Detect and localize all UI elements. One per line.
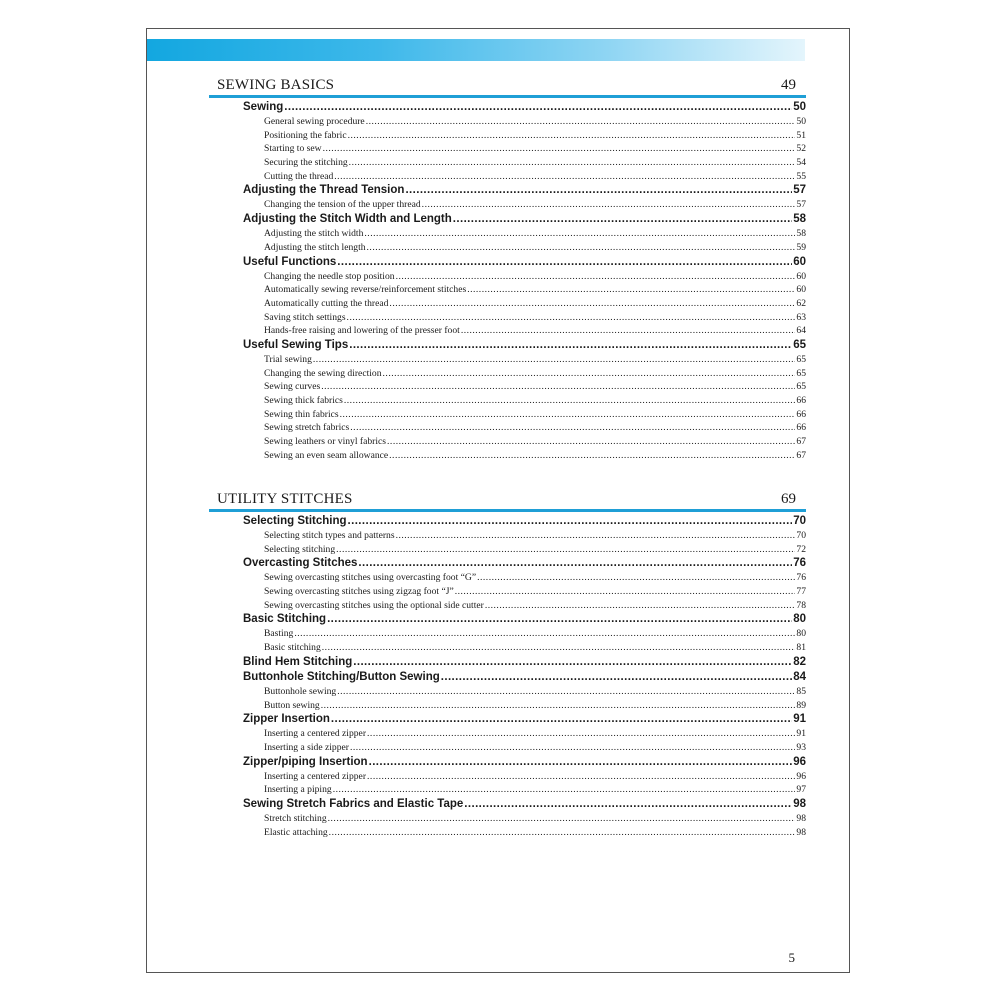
- toc-entry-page: 84: [793, 670, 806, 683]
- toc-entry-title: Changing the tension of the upper thread: [264, 199, 421, 211]
- toc-entry-sub[interactable]: [209, 115, 806, 129]
- toc-entry-title: Inserting a piping: [264, 784, 332, 796]
- dot-leader: [333, 783, 796, 797]
- toc-entry-page: 77: [796, 586, 806, 598]
- toc-entry-page: 55: [796, 170, 806, 182]
- toc-entry-title: Trial sewing: [264, 353, 312, 365]
- toc-entry-page: 50: [796, 116, 806, 127]
- toc-entry-sub[interactable]: [209, 812, 806, 826]
- toc-entry-title: Overcasting Stitches: [243, 557, 358, 570]
- toc-entry-sub[interactable]: [209, 727, 806, 741]
- toc-entry-title: Inserting a centered zipper: [264, 770, 367, 782]
- toc-entry-sub[interactable]: [209, 421, 806, 435]
- toc-entry-title: Sewing overcasting stitches using zigzag foot “J”: [264, 586, 454, 598]
- toc-entry-page: 82: [793, 655, 806, 668]
- toc-entry-title: Basting: [264, 628, 294, 640]
- toc-entry-sub[interactable]: [209, 699, 806, 713]
- toc-entry-page: 76: [793, 557, 806, 570]
- toc-entry-page: 65: [796, 367, 806, 379]
- section-title: UTILITY STITCHES: [217, 491, 353, 507]
- section-title: SEWING BASICS: [217, 77, 335, 93]
- dot-leader: [369, 755, 793, 770]
- toc-entry-title: Buttonhole sewing: [264, 685, 337, 697]
- toc-entry-sub[interactable]: [209, 529, 806, 543]
- dot-leader: [455, 585, 796, 599]
- toc-entry-page: 62: [796, 297, 806, 309]
- toc-entry-page: 67: [796, 436, 806, 448]
- dot-leader: [367, 770, 795, 784]
- toc-entry-title: Basic stitching: [264, 642, 321, 654]
- dot-leader: [348, 129, 796, 143]
- toc-entry-page: 60: [793, 255, 806, 268]
- toc-entry-title: Changing the needle stop position: [264, 270, 395, 282]
- toc-entry-page: 85: [796, 685, 806, 697]
- dot-leader: [329, 826, 796, 840]
- toc-entry-title: Selecting stitch types and patterns: [264, 530, 395, 541]
- toc-entry-title: Elastic attaching: [264, 826, 328, 838]
- dot-leader: [485, 599, 796, 613]
- toc-entry-title: Adjusting the Stitch Width and Length: [243, 213, 452, 226]
- toc-entry-page: 65: [796, 381, 806, 393]
- dot-leader: [350, 741, 795, 755]
- toc-entry-title: Cutting the thread: [264, 170, 334, 182]
- toc-entry-sub[interactable]: [209, 129, 806, 143]
- section-page-number: 49: [781, 77, 796, 93]
- toc-entry-page: 52: [796, 143, 806, 155]
- toc-entry-sub[interactable]: [209, 367, 806, 381]
- toc-entry-title: Changing the sewing direction: [264, 367, 382, 379]
- toc-entry-title: Inserting a centered zipper: [264, 728, 367, 740]
- toc-entry-main[interactable]: [209, 655, 806, 670]
- toc-entry-page: 59: [796, 241, 806, 253]
- dot-leader: [321, 380, 795, 394]
- toc-entry-page: 66: [796, 422, 806, 434]
- toc-entry-sub[interactable]: [209, 571, 806, 585]
- toc-entry-page: 57: [793, 184, 806, 197]
- toc-entry-page: 58: [793, 213, 806, 226]
- toc-entry-sub[interactable]: [209, 311, 806, 325]
- toc-entry-title: Zipper Insertion: [243, 713, 330, 726]
- dot-leader: [396, 270, 796, 284]
- dot-leader: [477, 571, 795, 585]
- toc-entry-page: 63: [796, 311, 806, 323]
- toc-entry-sub[interactable]: [209, 408, 806, 422]
- toc-entry-page: 78: [796, 599, 806, 611]
- toc-entry-sub[interactable]: [209, 641, 806, 655]
- toc-entry-sub[interactable]: [209, 783, 806, 797]
- dot-leader: [337, 255, 792, 270]
- toc-entry-page: 50: [793, 101, 806, 113]
- toc-entry-page: 98: [796, 826, 806, 838]
- dot-leader: [467, 283, 795, 297]
- toc-entry-title: Sewing overcasting stitches using overcasting foot “G”: [264, 572, 477, 584]
- toc-entry-page: 70: [796, 530, 806, 541]
- toc-entry-page: 60: [796, 270, 806, 282]
- toc-entry-sub[interactable]: [209, 353, 806, 367]
- dot-leader: [366, 115, 796, 129]
- toc-entry-page: 57: [796, 199, 806, 211]
- dot-leader: [364, 227, 795, 241]
- toc-entry-sub[interactable]: [209, 599, 806, 613]
- dot-leader: [331, 712, 792, 727]
- toc-entry-sub[interactable]: [209, 170, 806, 184]
- toc-entry-sub[interactable]: [209, 685, 806, 699]
- toc-entry-page: 91: [796, 728, 806, 740]
- toc-entry-title: Hands-free raising and lowering of the presser foot: [264, 325, 460, 337]
- toc-entry-page: 60: [796, 284, 806, 296]
- toc-entry-sub[interactable]: [209, 380, 806, 394]
- toc-section-sewing-basics: [209, 73, 806, 462]
- dot-leader: [337, 685, 795, 699]
- toc-entry-sub[interactable]: [209, 826, 806, 840]
- toc-entry-page: 98: [796, 812, 806, 824]
- toc-entry-main[interactable]: [209, 338, 806, 353]
- dot-leader: [405, 183, 792, 198]
- section-header: [209, 73, 806, 98]
- toc-entry-page: 70: [793, 515, 806, 527]
- toc-entry-main[interactable]: [209, 712, 806, 727]
- toc-entry-title: General sewing procedure: [264, 116, 365, 127]
- section-header: [209, 487, 806, 512]
- toc-entry-title: Useful Functions: [243, 255, 337, 268]
- toc-entry-sub[interactable]: [209, 435, 806, 449]
- toc-entry-sub[interactable]: [209, 198, 806, 212]
- toc-entry-sub[interactable]: [209, 394, 806, 408]
- toc-entry-title: Securing the stitching: [264, 157, 348, 169]
- toc-entry-page: 91: [793, 713, 806, 726]
- toc-entry-main[interactable]: [209, 100, 806, 115]
- section-page-number: 69: [781, 491, 796, 507]
- toc-entry-title: Automatically sewing reverse/reinforcement stitches: [264, 284, 467, 296]
- toc-entry-page: 64: [796, 325, 806, 337]
- dot-leader: [353, 655, 792, 670]
- toc-entry-sub[interactable]: [209, 283, 806, 297]
- dot-leader: [389, 297, 795, 311]
- toc-entry-title: Selecting Stitching: [243, 515, 347, 527]
- dot-leader: [464, 797, 792, 812]
- toc-entry-main[interactable]: [209, 797, 806, 812]
- toc-entry-sub[interactable]: [209, 270, 806, 284]
- toc-entry-page: 80: [793, 613, 806, 626]
- toc-entry-sub[interactable]: [209, 627, 806, 641]
- toc-entry-main[interactable]: [209, 514, 806, 529]
- toc-entry-main[interactable]: [209, 212, 806, 227]
- toc-entry-title: Sewing Stretch Fabrics and Elastic Tape: [243, 797, 464, 810]
- dot-leader: [323, 142, 796, 156]
- header-gradient-bar: [147, 39, 805, 61]
- toc-entry-title: Button sewing: [264, 699, 320, 711]
- dot-leader: [340, 408, 796, 422]
- toc-entry-title: Sewing leathers or vinyl fabrics: [264, 436, 387, 448]
- dot-leader: [348, 514, 793, 529]
- dot-leader: [422, 198, 796, 212]
- dot-leader: [396, 529, 796, 543]
- toc-entry-page: 66: [796, 408, 806, 420]
- toc-entry-title: Useful Sewing Tips: [243, 338, 349, 351]
- toc-entry-sub[interactable]: [209, 770, 806, 784]
- toc-entry-main[interactable]: [209, 255, 806, 270]
- toc-entry-page: 97: [796, 784, 806, 796]
- toc-entry-sub[interactable]: [209, 324, 806, 338]
- page-number: 5: [788, 950, 795, 965]
- toc-entry-title: Inserting a side zipper: [264, 741, 349, 753]
- dot-leader: [367, 727, 795, 741]
- toc-entry-page: 65: [793, 338, 806, 351]
- toc-entry-page: 51: [796, 129, 806, 141]
- toc-entry-page: 93: [796, 741, 806, 753]
- toc-entry-sub[interactable]: [209, 227, 806, 241]
- dot-leader: [327, 612, 792, 627]
- toc-entry-sub[interactable]: [209, 585, 806, 599]
- toc-entry-main[interactable]: [209, 556, 806, 571]
- toc-entry-title: Saving stitch settings: [264, 311, 346, 323]
- toc-entry-title: Selecting stitching: [264, 543, 336, 555]
- toc-entry-sub[interactable]: [209, 142, 806, 156]
- toc-entry-title: Sewing overcasting stitches using the optional side cutter: [264, 599, 484, 611]
- toc-entry-page: 81: [796, 642, 806, 654]
- dot-leader: [358, 556, 792, 571]
- toc-entry-page: 72: [796, 543, 806, 555]
- toc-entries: [209, 98, 806, 462]
- dot-leader: [322, 641, 796, 655]
- toc-entry-title: Blind Hem Stitching: [243, 655, 353, 668]
- toc-entries: [209, 512, 806, 839]
- dot-leader: [453, 212, 792, 227]
- dot-leader: [387, 435, 795, 449]
- toc-entry-sub[interactable]: [209, 241, 806, 255]
- toc-entry-title: Starting to sew: [264, 143, 322, 155]
- toc-entry-title: Sewing: [243, 101, 284, 113]
- dot-leader: [461, 324, 796, 338]
- dot-leader: [350, 421, 795, 435]
- toc-entry-title: Sewing stretch fabrics: [264, 422, 350, 434]
- toc-entry-title: Adjusting the stitch length: [264, 241, 366, 253]
- dot-leader: [367, 241, 796, 255]
- toc-entry-title: Stretch stitching: [264, 812, 327, 824]
- toc-entry-title: Sewing curves: [264, 381, 321, 393]
- toc-entry-title: Zipper/piping Insertion: [243, 755, 368, 768]
- toc-entry-sub[interactable]: [209, 449, 806, 463]
- dot-leader: [336, 543, 795, 557]
- toc-entry-title: Basic Stitching: [243, 613, 327, 626]
- dot-leader: [441, 670, 792, 685]
- toc-entry-page: 58: [796, 228, 806, 240]
- dot-leader: [344, 394, 796, 408]
- dot-leader: [349, 338, 792, 353]
- toc-entry-title: Buttonhole Stitching/Button Sewing: [243, 670, 440, 683]
- toc-entry-title: Adjusting the stitch width: [264, 228, 364, 240]
- toc-entry-page: 98: [793, 797, 806, 810]
- dot-leader: [389, 449, 795, 463]
- toc-entry-main[interactable]: [209, 612, 806, 627]
- toc-entry-page: 96: [793, 755, 806, 768]
- toc-entry-title: Positioning the fabric: [264, 129, 347, 141]
- toc-entry-main[interactable]: [209, 755, 806, 770]
- toc-entry-main[interactable]: [209, 183, 806, 198]
- toc-entry-page: 67: [796, 449, 806, 461]
- toc-entry-page: 54: [796, 157, 806, 169]
- toc-entry-sub[interactable]: [209, 297, 806, 311]
- dot-leader: [284, 100, 792, 115]
- toc-entry-title: Sewing thin fabrics: [264, 408, 339, 420]
- toc-entry-page: 89: [796, 699, 806, 711]
- toc-section-utility-stitches: [209, 487, 806, 839]
- toc-entry-page: 65: [796, 353, 806, 365]
- toc-entry-title: Sewing thick fabrics: [264, 395, 343, 406]
- toc-entry-page: 76: [796, 572, 806, 584]
- toc-entry-title: Adjusting the Thread Tension: [243, 184, 405, 197]
- dot-leader: [347, 311, 796, 325]
- dot-leader: [321, 699, 796, 713]
- toc-entry-sub[interactable]: [209, 741, 806, 755]
- dot-leader: [294, 627, 795, 641]
- manual-page: [146, 28, 850, 973]
- toc-entry-title: Sewing an even seam allowance: [264, 449, 389, 461]
- dot-leader: [313, 353, 796, 367]
- dot-leader: [334, 170, 795, 184]
- toc-entry-main[interactable]: [209, 670, 806, 685]
- toc-entry-page: 66: [796, 395, 806, 406]
- dot-leader: [349, 156, 796, 170]
- dot-leader: [383, 367, 796, 381]
- toc-entry-page: 80: [796, 628, 806, 640]
- toc-entry-sub[interactable]: [209, 543, 806, 557]
- dot-leader: [328, 812, 796, 826]
- toc-entry-sub[interactable]: [209, 156, 806, 170]
- toc-entry-title: Automatically cutting the thread: [264, 297, 389, 309]
- toc-entry-page: 96: [796, 770, 806, 782]
